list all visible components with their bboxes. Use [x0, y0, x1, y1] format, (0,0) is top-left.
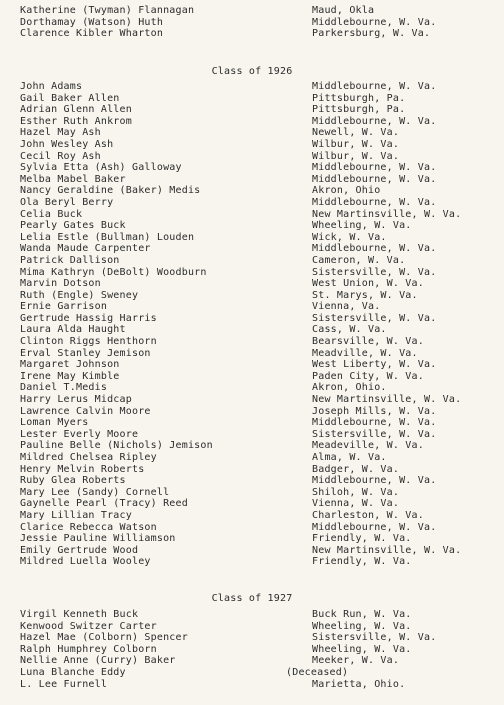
entry-name: Marvin Dotson: [20, 278, 101, 290]
list-item: [0, 232, 504, 244]
entry-name: Mima Kathryn (DeBolt) Woodburn: [20, 266, 207, 278]
list-item: [0, 510, 504, 522]
list-item: [0, 255, 504, 267]
list-item: [0, 336, 504, 348]
list-item: [0, 301, 504, 313]
entry-name: Mary Lee (Sandy) Cornell: [20, 486, 170, 498]
entry-name: Katherine (Twyman) Flannagan: [20, 5, 195, 16]
list-item: [0, 139, 504, 151]
entry-name: Adrian Glenn Allen: [20, 104, 132, 116]
entry-place: Akron, Ohio.: [312, 382, 387, 394]
entry-place: Pittsburgh, Pa.: [312, 104, 406, 116]
class-heading: Class of 1926: [211, 66, 293, 77]
list-item: [0, 417, 504, 429]
class-heading: Class of 1927: [211, 593, 293, 604]
list-item: [0, 197, 504, 209]
entry-name: Pauline Belle (Nichols) Jemison: [20, 440, 213, 452]
entry-place: Shiloh, W. Va.: [312, 486, 400, 498]
entry-name: Virgil Kenneth Buck: [20, 609, 139, 620]
list-item: [0, 679, 504, 691]
entry-place: Akron, Ohio: [312, 185, 381, 197]
entry-place: Friendly, W. Va.: [312, 533, 412, 545]
list-item: [0, 406, 504, 418]
entry-name: Celia Buck: [20, 208, 83, 220]
list-item: [0, 116, 504, 128]
entry-place: Wilbur, W. Va.: [312, 150, 400, 162]
list-item: [0, 290, 504, 302]
class-1927-list: [0, 609, 504, 690]
entry-name: Sylvia Etta (Ash) Galloway: [20, 162, 182, 174]
list-item: [0, 464, 504, 476]
entry-place: Meeker, W. Va.: [312, 655, 400, 667]
entry-place: Middlebourne, W. Va.: [312, 475, 437, 487]
entry-name: Daniel T.Medis: [20, 382, 108, 394]
entry-name: Patrick Dallison: [20, 254, 120, 266]
entry-place: Maud, Okla: [312, 5, 375, 16]
entry-name: Melba Mabel Baker: [20, 173, 126, 185]
entry-place: West Union, W. Va.: [312, 278, 424, 290]
list-item: [0, 220, 504, 232]
list-item: [0, 93, 504, 105]
list-item: [0, 209, 504, 221]
entry-place: Wilbur, W. Va.: [312, 138, 400, 150]
entry-place: Joseph Mills, W. Va.: [312, 405, 437, 417]
list-item: [0, 498, 504, 510]
list-item: [0, 324, 504, 336]
entry-name: Ralph Humphrey Colborn: [20, 643, 157, 655]
entry-place: Middlebourne, W. Va.: [312, 16, 437, 28]
entry-place: Wheeling, W. Va.: [312, 620, 412, 632]
list-item: [0, 475, 504, 487]
entry-place: Sistersville, W. Va.: [312, 428, 437, 440]
entry-place: Middlebourne, W. Va.: [312, 417, 437, 429]
entry-name: Ernie Garrison: [20, 301, 108, 313]
class-1926-list: [0, 81, 504, 568]
entry-name: Irene May Kimble: [20, 370, 120, 382]
entry-place: New Martinsville, W. Va.: [312, 208, 462, 220]
entry-name: Clinton Riggs Henthorn: [20, 336, 157, 348]
list-item: [0, 313, 504, 325]
entry-place: Buck Run, W. Va.: [312, 609, 412, 620]
list-item: [0, 17, 504, 29]
entry-name: Ruth (Engle) Sweney: [20, 289, 139, 301]
entry-place: Middlebourne, W. Va.: [312, 196, 437, 208]
entry-place: Middlebourne, W. Va.: [312, 162, 437, 174]
list-item: [0, 104, 504, 116]
list-item: [0, 644, 504, 656]
entry-name: Margaret Johnson: [20, 359, 120, 371]
entry-place: Friendly, W. Va.: [312, 556, 412, 568]
entry-place: Newell, W. Va.: [312, 127, 400, 139]
list-item: [0, 81, 504, 93]
entry-name: Gail Baker Allen: [20, 92, 120, 104]
entry-place: West Liberty, W. Va.: [312, 359, 437, 371]
entry-place: Cameron, W. Va.: [312, 254, 406, 266]
entry-name: Mildred Chelsea Ripley: [20, 452, 157, 463]
entry-name: Jessie Pauline Williamson: [20, 533, 176, 545]
entry-name: Clarence Kibler Wharton: [20, 28, 164, 40]
entry-place: New Martinsville, W. Va.: [312, 394, 462, 406]
entry-name: Nellie Anne (Curry) Baker: [20, 655, 176, 667]
list-item: [0, 151, 504, 163]
entry-name: Lawrence Calvin Moore: [20, 405, 151, 417]
entry-place: Paden City, W. Va.: [312, 370, 424, 382]
list-item: [0, 533, 504, 545]
entry-note: (Deceased): [286, 666, 349, 678]
entry-name: Loman Myers: [20, 417, 89, 429]
entry-place: New Martinsville, W. Va.: [312, 544, 462, 556]
entry-place: Vienna, W. Va.: [312, 498, 400, 510]
entry-name: Henry Melvin Roberts: [20, 463, 145, 475]
entry-place: Sistersville, W. Va.: [312, 266, 437, 278]
entry-name: Kenwood Switzer Carter: [20, 620, 157, 632]
entry-place: Meadeville, W. Va.: [312, 440, 424, 452]
entry-place: Parkersburg, W. Va.: [312, 28, 431, 40]
entry-place: Marietta, Ohio.: [312, 678, 406, 690]
entry-place: Wick, W. Va.: [312, 231, 387, 243]
list-item: [0, 522, 504, 534]
list-item: [0, 394, 504, 406]
entry-place: Middlebourne, W. Va.: [312, 243, 437, 255]
entry-name: Lelia Estle (Bullman) Louden: [20, 231, 195, 243]
entry-name: Laura Alda Haught: [20, 324, 126, 336]
entry-name: Mary Lillian Tracy: [20, 509, 132, 521]
list-item: [0, 278, 504, 290]
entry-name: L. Lee Furnell: [20, 678, 108, 690]
entry-name: Clarice Rebecca Watson: [20, 521, 157, 533]
entry-name: Hazel May Ash: [20, 127, 101, 139]
entry-place: Alma, W. Va.: [312, 452, 387, 463]
entry-name: Harry Lerus Midcap: [20, 394, 132, 406]
list-item: [0, 667, 504, 679]
entry-place: Pittsburgh, Pa.: [312, 92, 406, 104]
list-item: [0, 487, 504, 499]
class-1927-heading-row: [0, 593, 504, 607]
entry-place: Middlebourne, W. Va.: [312, 115, 437, 127]
top-entries: [0, 5, 504, 40]
entry-name: Emily Gertrude Wood: [20, 544, 139, 556]
entry-name: John Wesley Ash: [20, 138, 114, 150]
entry-name: Dorthamay (Watson) Huth: [20, 16, 164, 28]
list-item: [0, 348, 504, 360]
list-item: [0, 28, 504, 40]
entry-name: Ola Beryl Berry: [20, 196, 114, 208]
list-item: [0, 655, 504, 667]
list-item: [0, 162, 504, 174]
entry-name: Erval Stanley Jemison: [20, 347, 151, 359]
list-item: [0, 609, 504, 621]
entry-name: Hazel Mae (Colborn) Spencer: [20, 632, 188, 644]
entry-place: Middlebourne, W. Va.: [312, 81, 437, 92]
entry-name: Gertrude Hassig Harris: [20, 312, 157, 324]
entry-name: Lester Everly Moore: [20, 428, 139, 440]
entry-name: Wanda Maude Carpenter: [20, 243, 151, 255]
entry-place: Badger, W. Va.: [312, 463, 400, 475]
list-item: [0, 127, 504, 139]
entry-name: Luna Blanche Eddy: [20, 666, 126, 678]
entry-place: Sistersville, W. Va.: [312, 632, 437, 644]
entry-place: Middlebourne, W. Va.: [312, 521, 437, 533]
list-item: [0, 621, 504, 633]
entry-place: St. Marys, W. Va.: [312, 289, 418, 301]
entry-name: Cecil Roy Ash: [20, 150, 101, 162]
list-item: [0, 174, 504, 186]
list-item: [0, 632, 504, 644]
entry-name: Gaynelle Pearl (Tracy) Reed: [20, 498, 188, 510]
entry-name: Ruby Glea Roberts: [20, 475, 126, 487]
entry-place: Wheeling, W. Va.: [312, 220, 412, 232]
entry-place: Sistersville, W. Va.: [312, 312, 437, 324]
list-item: [0, 440, 504, 452]
entry-place: Charleston, W. Va.: [312, 509, 424, 521]
list-item: [0, 545, 504, 557]
entry-name: Nancy Geraldine (Baker) Medis: [20, 185, 201, 197]
entry-name: John Adams: [20, 81, 83, 92]
list-item: [0, 185, 504, 197]
entry-place: Cass, W. Va.: [312, 324, 387, 336]
entry-place: Bearsville, W. Va.: [312, 336, 424, 348]
entry-place: Meadville, W. Va.: [312, 347, 418, 359]
entry-name: Mildred Luella Wooley: [20, 556, 151, 568]
list-item: [0, 556, 504, 568]
list-item: [0, 5, 504, 17]
class-1926-heading-row: [0, 66, 504, 80]
entry-place: Vienna, Va.: [312, 301, 381, 313]
entry-place: Wheeling, W. Va.: [312, 643, 412, 655]
list-item: [0, 382, 504, 394]
list-item: [0, 267, 504, 279]
entry-place: Middlebourne, W. Va.: [312, 173, 437, 185]
list-item: [0, 429, 504, 441]
entry-name: Esther Ruth Ankrom: [20, 115, 132, 127]
entry-name: Pearly Gates Buck: [20, 220, 126, 232]
list-item: [0, 371, 504, 383]
list-item: [0, 452, 504, 464]
list-item: [0, 359, 504, 371]
list-item: [0, 243, 504, 255]
